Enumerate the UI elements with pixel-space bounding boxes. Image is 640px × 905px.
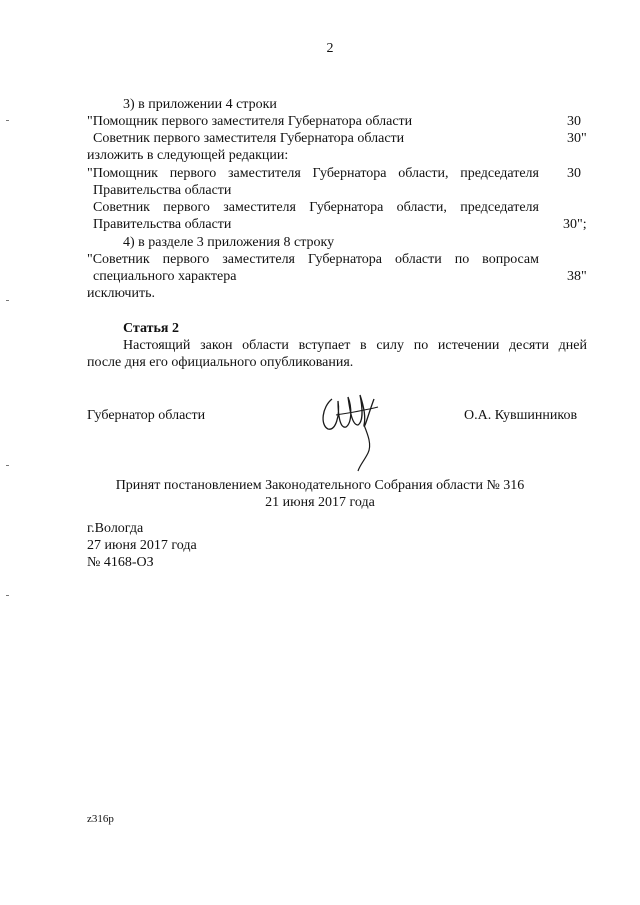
item-4-row-line2: специального характера xyxy=(93,269,237,284)
article-line2: после дня его официального опубликования. xyxy=(87,355,354,370)
exclude-text: исключить. xyxy=(87,286,155,301)
page-number: 2 xyxy=(326,41,334,56)
signatory-name: О.А. Кувшинников xyxy=(464,408,578,423)
old-row-1-text: "Помощник первого заместителя Губернатора области xyxy=(87,114,413,129)
margin-mark xyxy=(6,465,9,466)
article-heading: Статья 2 xyxy=(123,321,179,336)
item-3-intro: 3) в приложении 4 строки xyxy=(123,97,277,112)
old-row-1-value: 30 xyxy=(567,114,581,129)
item-4-row-line1: "Советник первого заместителя Губернатора области по вопросам xyxy=(87,252,539,267)
margin-mark xyxy=(6,595,9,596)
article-line1: Настоящий закон области вступает в силу по истечении десяти дней xyxy=(123,338,587,353)
adoption-line2: 21 июня 2017 года xyxy=(265,495,375,510)
new-row-2-line2: Правительства области xyxy=(93,217,232,232)
place: г.Вологда xyxy=(87,521,144,536)
new-row-1-value: 30 xyxy=(567,166,581,181)
footer-code: z316p xyxy=(87,813,114,825)
replace-text: изложить в следующей редакции: xyxy=(87,148,289,163)
old-row-2-value: 30" xyxy=(567,131,587,146)
signatory-position: Губернатор области xyxy=(87,408,206,423)
item-4-row-value: 38" xyxy=(567,269,587,284)
new-row-1-line1: "Помощник первого заместителя Губернатора области, председателя xyxy=(87,166,539,181)
item-4-intro: 4) в разделе 3 приложения 8 строку xyxy=(123,235,335,250)
adoption-line1: Принят постановлением Законодательного Собрания области № 316 xyxy=(115,478,525,493)
new-row-1-line2: Правительства области xyxy=(93,183,232,198)
new-row-2-line1: Советник первого заместителя Губернатора области, председателя xyxy=(93,200,539,215)
law-number: № 4168-ОЗ xyxy=(87,555,154,570)
margin-mark xyxy=(6,300,9,301)
new-row-2-value: 30"; xyxy=(563,217,587,232)
handwritten-signature xyxy=(312,385,388,475)
law-date: 27 июня 2017 года xyxy=(87,538,197,553)
margin-mark xyxy=(6,120,9,121)
old-row-2-text: Советник первого заместителя Губернатора области xyxy=(93,131,405,146)
